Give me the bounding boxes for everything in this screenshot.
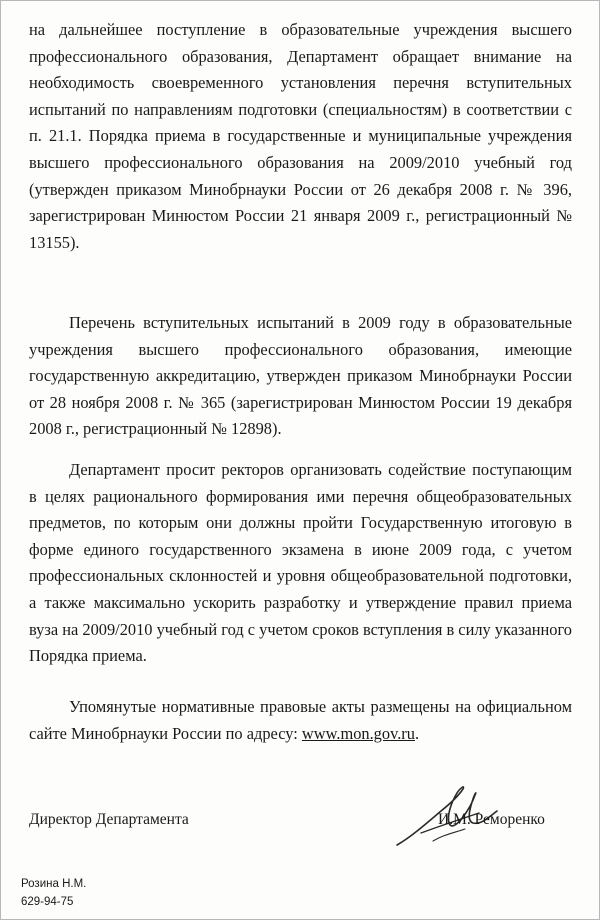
paragraph-2: Перечень вступительных испытаний в 2009 году в образовательные учреждения высшего профессионального образования, имеющие государственную аккредитацию, утвержден приказом Минобрнауки России от 28 ноября 2008 г. № 365 (зарегистрирован Минюстом России 19 декабря 2008 г., регистрационный № 12898). (29, 313, 572, 439)
director-title: Директор Департамента (29, 811, 189, 828)
executor-phone: 629-94-75 (21, 896, 74, 908)
paragraph-4-text: Упомянутые нормативные правовые акты размещены на официальном сайте Минобрнауки России по адресу: (29, 697, 572, 743)
paragraph-4 (29, 694, 572, 747)
paragraph-1: на дальнейшее поступление в образовательные учреждения высшего профессионального образования, Департамент обращает внимание на необходимость своевременного установления перечня вступительных испытаний по направлениям подготовки (специальностям) в соответствии с п. 21.1. Порядка приема в государственные и муниципальные учреждения высшего профессионального образования на 2009/2010 учебный год (утвержден приказом Минобрнауки России от 26 декабря 2008 г. № 396, зарегистрирован Минюстом России 21 января 2009 г., регистрационный № 13155). (29, 20, 572, 252)
paragraph-4-tail: . (414, 723, 420, 743)
signer-name: И.М. Реморенко (438, 811, 545, 828)
paragraph-3: Департамент просит ректоров организовать содействие поступающим в целях рационального формирования ими перечня общеобразовательных предметов, по которым они должны пройти Государственную итоговую в форме единого государственного экзамена в июне 2009 года, с учетом профессиональных склонностей и уровня общеобразовательной подготовки, а также максимально ускорить разработку и утверждение правил приема вуза на 2009/2010 учебный год с учетом сроков вступления в силу указанного Порядка приема. (29, 460, 572, 666)
executor-name: Розина Н.М. (21, 878, 87, 890)
website-link[interactable]: www.mon.gov.ru (301, 723, 415, 743)
